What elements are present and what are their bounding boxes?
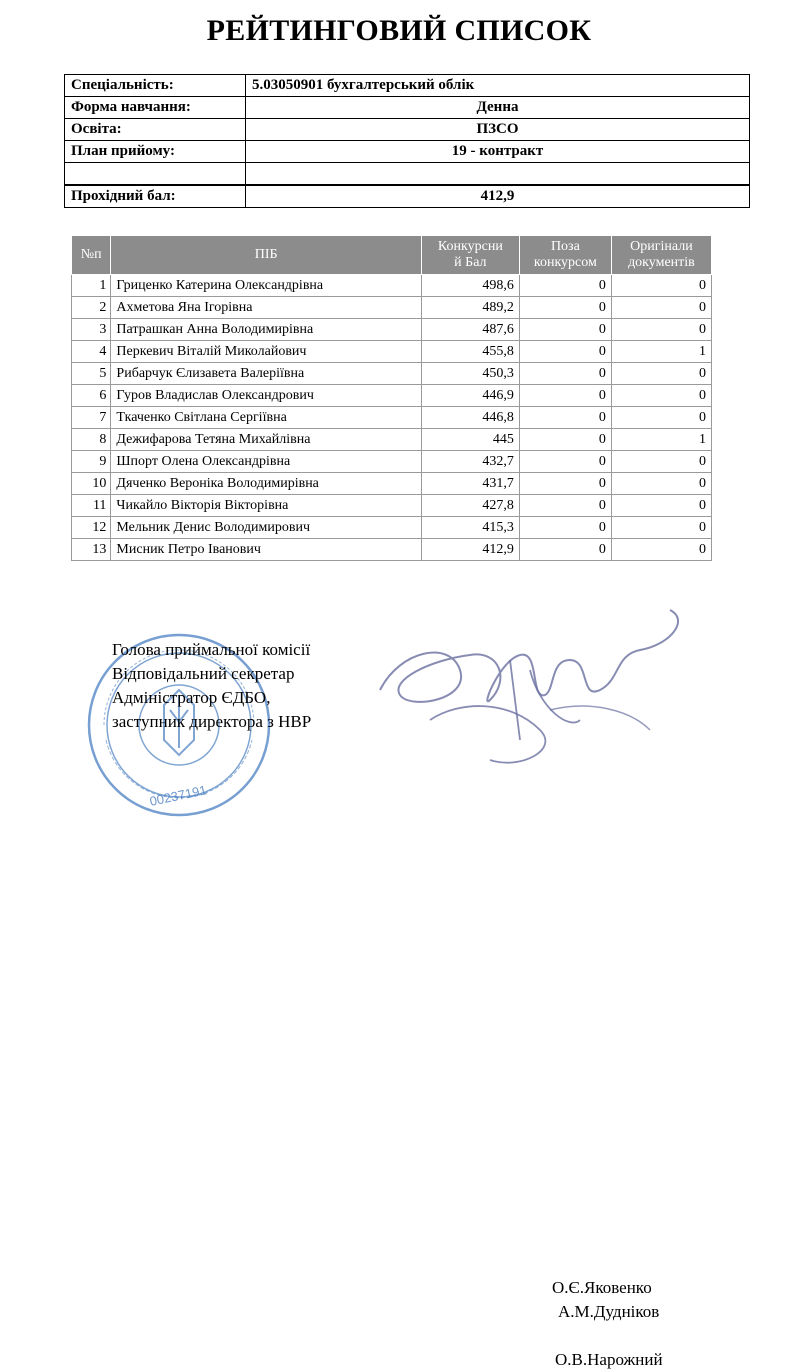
table-row (72, 275, 712, 297)
table-row (72, 517, 712, 539)
signatory-name-2: А.М.Дудніков (558, 1302, 660, 1321)
handwritten-signature (370, 600, 700, 800)
cell-out-of-competition: 0 (519, 319, 611, 341)
cell-originals: 0 (611, 517, 711, 539)
passing-value: 412,9 (246, 185, 750, 208)
cell-number: 2 (72, 297, 111, 319)
cell-number: 10 (72, 473, 111, 495)
cell-number: 11 (72, 495, 111, 517)
cell-name: Мисник Петро Іванович (111, 539, 421, 561)
header-originals (611, 236, 711, 275)
cell-out-of-competition: 0 (519, 429, 611, 451)
rating-header-row (72, 236, 712, 275)
signatory-name-3: О.В.Нарожний (555, 1350, 663, 1369)
cell-out-of-competition: 0 (519, 495, 611, 517)
cell-number: 12 (72, 517, 111, 539)
table-row (72, 363, 712, 385)
cell-originals: 1 (611, 341, 711, 363)
specialty-value: 5.03050901 бухгалтерський облік (246, 75, 750, 97)
table-row (72, 297, 712, 319)
info-row-plan (65, 141, 750, 163)
cell-name: Гриценко Катерина Олександрівна (111, 275, 421, 297)
header-score-line-2: й Бал (454, 255, 487, 270)
header-name: ПІБ (111, 236, 421, 275)
cell-out-of-competition: 0 (519, 297, 611, 319)
header-out-line-2: конкурсом (533, 255, 597, 270)
cell-name: Чикайло Вікторія Вікторівна (111, 495, 421, 517)
cell-originals: 0 (611, 319, 711, 341)
signatory-role-4: заступник директора з НВР (112, 712, 312, 731)
cell-originals: 0 (611, 495, 711, 517)
cell-score: 446,8 (421, 407, 519, 429)
cell-number: 6 (72, 385, 111, 407)
cell-name: Ткаченко Світлана Сергіївна (111, 407, 421, 429)
plan-value: 19 - контракт (246, 141, 750, 163)
table-row (72, 341, 712, 363)
cell-score: 487,6 (421, 319, 519, 341)
info-row-empty (65, 163, 750, 186)
cell-score: 489,2 (421, 297, 519, 319)
header-orig-line-1: Оригінали (630, 239, 693, 254)
cell-name: Перкевич Віталій Миколайович (111, 341, 421, 363)
info-row-specialty (65, 75, 750, 97)
cell-out-of-competition: 0 (519, 451, 611, 473)
cell-score: 432,7 (421, 451, 519, 473)
cell-originals: 1 (611, 429, 711, 451)
cell-score: 498,6 (421, 275, 519, 297)
cell-originals: 0 (611, 473, 711, 495)
header-out-line-1: Поза (550, 239, 580, 254)
cell-score: 450,3 (421, 363, 519, 385)
stamp-number: 00237191 (148, 782, 208, 809)
form-value: Денна (246, 97, 750, 119)
cell-out-of-competition: 0 (519, 517, 611, 539)
info-row-education (65, 119, 750, 141)
cell-name: Патрашкан Анна Володимирівна (111, 319, 421, 341)
header-number: №п (72, 236, 111, 275)
table-row (72, 385, 712, 407)
cell-number: 9 (72, 451, 111, 473)
table-row (72, 495, 712, 517)
page-title: РЕЙТИНГОВИЙ СПИСОК (206, 14, 592, 47)
cell-originals: 0 (611, 385, 711, 407)
cell-out-of-competition: 0 (519, 407, 611, 429)
cell-score: 431,7 (421, 473, 519, 495)
signatory-name-1: О.Є.Яковенко (552, 1278, 652, 1297)
cell-score: 446,9 (421, 385, 519, 407)
cell-number: 7 (72, 407, 111, 429)
cell-score: 427,8 (421, 495, 519, 517)
signatory-role-1: Голова приймальної комісії (112, 640, 311, 659)
cell-score: 445 (421, 429, 519, 451)
cell-score: 455,8 (421, 341, 519, 363)
header-orig-line-2: документів (628, 255, 695, 270)
cell-originals: 0 (611, 451, 711, 473)
table-row (72, 539, 712, 561)
table-row (72, 407, 712, 429)
header-out-of-competition (519, 236, 611, 275)
specialty-label: Спеціальність: (65, 75, 246, 97)
cell-originals: 0 (611, 539, 711, 561)
cell-name: Шпорт Олена Олександрівна (111, 451, 421, 473)
cell-out-of-competition: 0 (519, 473, 611, 495)
cell-originals: 0 (611, 407, 711, 429)
cell-name: Гуров Владислав Олександрович (111, 385, 421, 407)
plan-label: План прийому: (65, 141, 246, 163)
rating-table-body (72, 275, 712, 561)
signatory-role-3: Адміністратор ЄДБО, (112, 688, 271, 707)
cell-out-of-competition: 0 (519, 363, 611, 385)
table-row (72, 429, 712, 451)
form-label: Форма навчання: (65, 97, 246, 119)
info-row-passing (65, 185, 750, 208)
cell-out-of-competition: 0 (519, 341, 611, 363)
cell-out-of-competition: 0 (519, 539, 611, 561)
cell-originals: 0 (611, 363, 711, 385)
cell-number: 1 (72, 275, 111, 297)
info-row-form (65, 97, 750, 119)
cell-score: 415,3 (421, 517, 519, 539)
program-info-table (64, 74, 750, 208)
header-score (421, 236, 519, 275)
cell-name: Мельник Денис Володимирович (111, 517, 421, 539)
rating-table (71, 235, 712, 561)
empty-value (246, 163, 750, 186)
empty-label (65, 163, 246, 186)
cell-name: Рибарчук Єлизавета Валеріївна (111, 363, 421, 385)
table-row (72, 319, 712, 341)
education-value: ПЗСО (246, 119, 750, 141)
cell-originals: 0 (611, 297, 711, 319)
table-row (72, 473, 712, 495)
header-score-line-1: Конкурсни (437, 239, 503, 254)
cell-out-of-competition: 0 (519, 385, 611, 407)
passing-label: Прохідний бал: (65, 185, 246, 208)
cell-out-of-competition: 0 (519, 275, 611, 297)
cell-score: 412,9 (421, 539, 519, 561)
signatory-role-2: Відповідальний секретар (112, 664, 295, 683)
cell-number: 5 (72, 363, 111, 385)
table-row (72, 451, 712, 473)
cell-number: 3 (72, 319, 111, 341)
cell-name: Ахметова Яна Ігорівна (111, 297, 421, 319)
cell-originals: 0 (611, 275, 711, 297)
cell-number: 13 (72, 539, 111, 561)
cell-number: 8 (72, 429, 111, 451)
signatories-block (112, 638, 311, 734)
cell-name: Дяченко Вероніка Володимирівна (111, 473, 421, 495)
cell-number: 4 (72, 341, 111, 363)
cell-name: Дежифарова Тетяна Михайлівна (111, 429, 421, 451)
education-label: Освіта: (65, 119, 246, 141)
